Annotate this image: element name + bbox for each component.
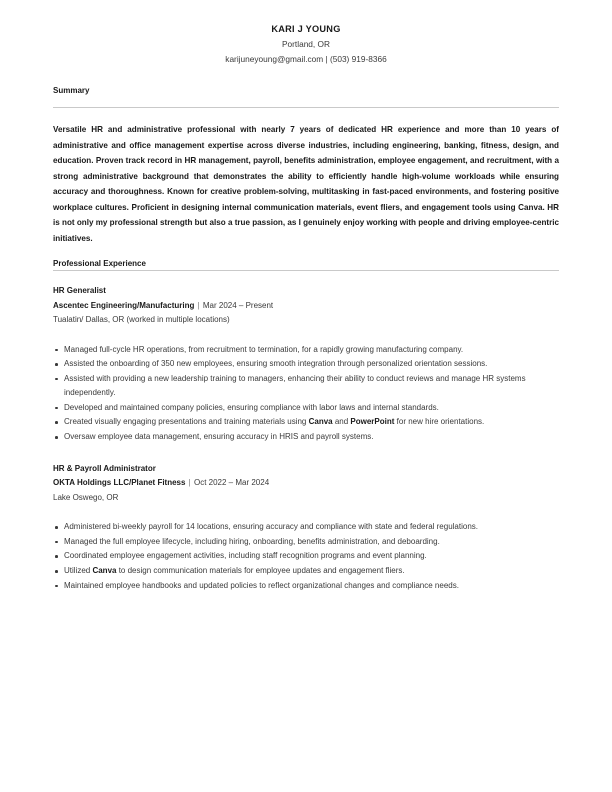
- job-entry: [53, 284, 559, 445]
- bullet-text: and: [332, 417, 351, 427]
- candidate-location: Portland, OR: [282, 39, 330, 49]
- job-bullet: [53, 401, 559, 416]
- job-title: HR & Payroll Administrator: [53, 463, 156, 473]
- bullet-text: Assisted the onboarding of 350 new employees, ensuring smooth integration through personalized orientation sessions.: [64, 359, 488, 369]
- bullet-text: Developed and maintained company policies, ensuring compliance with labor laws and internal standards.: [64, 402, 439, 412]
- job-company-line: [53, 476, 559, 491]
- summary-paragraph: Versatile HR and administrative professional with nearly 7 years of dedicated HR experience and more than 10 years of administrative and office management expertise across diverse industries, including engineering, banking, fitness, design, and education. Proven track record in HR management, payroll, benefits administration, employee engagement, and recruitment, with a strong administrative background that demonstrates the ability to efficiently handle high-volume workloads while ensuring accuracy and thoroughness. Known for creative problem-solving, multitasking in fast-paced environments, and fostering positive workplace cultures. Proficient in designing internal communication materials, event fliers, and engagement tools using Canva. HR is not only my professional strength but also a true passion, as I genuinely enjoy working with people and driving employee-centric initiatives.: [53, 125, 559, 243]
- bullet-text: Utilized: [64, 565, 93, 575]
- experience-divider: [53, 270, 559, 271]
- bullet-text: Managed the full employee lifecycle, including hiring, onboarding, benefits administration, and deboarding.: [64, 536, 440, 546]
- bullet-emphasis: PowerPoint: [350, 417, 395, 427]
- summary-heading: Summary: [53, 86, 90, 95]
- bullet-text: Oversaw employee data management, ensuring accuracy in HRIS and payroll systems.: [64, 432, 374, 442]
- job-location: Lake Oswego, OR: [53, 492, 119, 502]
- bullet-text: Coordinated employee engagement activities, including staff recognition programs and event planning.: [64, 551, 427, 561]
- job-bullet: [53, 549, 559, 564]
- bullet-text: for new hire orientations.: [394, 417, 485, 427]
- job-bullet: [53, 430, 559, 445]
- job-bullet: [53, 343, 559, 358]
- bullet-text: to design communication materials for employee updates and engagement fliers.: [116, 565, 405, 575]
- resume-header: [53, 22, 559, 67]
- job-bullet: [53, 520, 559, 535]
- experience-heading: Professional Experience: [53, 259, 146, 268]
- job-bullet: [53, 415, 559, 430]
- job-bullet: [53, 372, 559, 401]
- bullet-text: Maintained employee handbooks and updated policies to reflect organizational changes and compliance needs.: [64, 580, 459, 590]
- job-location: Tualatin/ Dallas, OR (worked in multiple locations): [53, 315, 230, 324]
- jobs-list: [53, 284, 559, 593]
- job-bullet: [53, 564, 559, 579]
- job-company: OKTA Holdings LLC/Planet Fitness: [53, 478, 186, 488]
- job-dates: Mar 2024 – Present: [202, 300, 274, 310]
- job-entry: [53, 462, 559, 593]
- summary-section: [53, 85, 559, 246]
- job-company-line: [53, 299, 559, 314]
- job-title: HR Generalist: [53, 286, 106, 295]
- candidate-name: KARI J YOUNG: [271, 24, 341, 34]
- candidate-contact: karijuneyoung@gmail.com | (503) 919-8366: [225, 54, 387, 64]
- job-bullet: [53, 357, 559, 372]
- bullet-text: Managed full-cycle HR operations, from recruitment to termination, for a rapidly growing manufacturing company.: [64, 344, 464, 354]
- job-separator: |: [186, 478, 193, 488]
- bullet-text: Administered bi-weekly payroll for 14 locations, ensuring accuracy and compliance with state and federal regulations.: [64, 522, 478, 532]
- job-bullet-list: [53, 520, 559, 593]
- bullet-emphasis: Canva: [308, 417, 333, 427]
- job-separator: |: [195, 300, 202, 310]
- experience-section: [53, 258, 559, 593]
- bullet-emphasis: Canva: [92, 565, 117, 575]
- bullet-text: Created visually engaging presentations and training materials using: [64, 417, 309, 427]
- job-bullet-list: [53, 343, 559, 445]
- job-company: Ascentec Engineering/Manufacturing: [53, 300, 195, 310]
- job-bullet: [53, 579, 559, 594]
- job-bullet: [53, 535, 559, 550]
- job-dates: Oct 2022 – Mar 2024: [193, 478, 270, 488]
- bullet-text: Assisted with providing a new leadership training to managers, enhancing their ability to conduct reviews and manage HR systems independently.: [64, 373, 526, 398]
